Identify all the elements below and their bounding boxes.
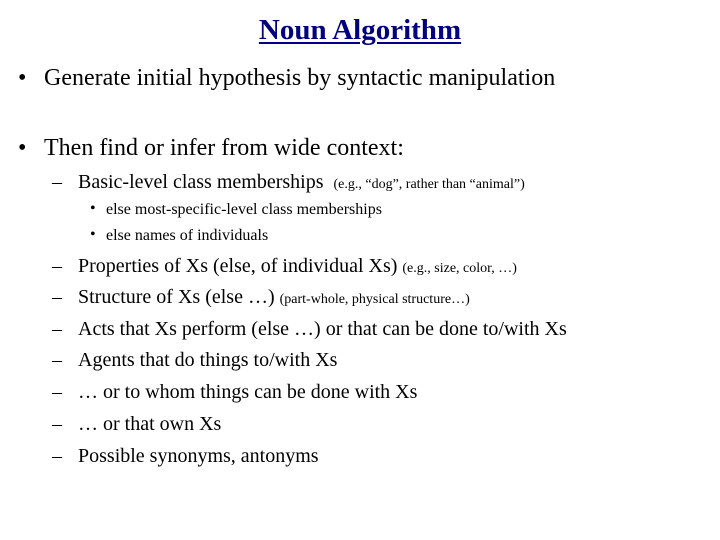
subitem-text: Possible synonyms, antonyms bbox=[78, 445, 319, 467]
subitem-text: Acts that Xs perform (else …) or that can be done to/with Xs bbox=[78, 318, 567, 340]
slide-title: Noun Algorithm bbox=[258, 14, 462, 46]
subitem-text: Basic-level class memberships bbox=[78, 171, 324, 193]
dash-marker: – bbox=[52, 349, 62, 371]
subitem-note: (e.g., “dog”, rather than “animal”) bbox=[333, 177, 525, 192]
bullet-marker: • bbox=[90, 226, 96, 243]
bullet-marker: • bbox=[18, 135, 27, 161]
subsubitem-text: else names of individuals bbox=[106, 227, 269, 244]
bullet-text: Generate initial hypothesis by syntactic manipulation bbox=[44, 65, 556, 91]
dash-marker: – bbox=[52, 255, 62, 277]
subitem-text: Properties of Xs (else, of individual Xs) bbox=[78, 255, 398, 277]
subitem-note: (e.g., size, color, …) bbox=[402, 261, 517, 276]
subitem-text: Structure of Xs (else …) bbox=[78, 286, 275, 308]
subitem-text: … or to whom things can be done with Xs bbox=[78, 381, 418, 403]
bullet-marker: • bbox=[90, 200, 96, 217]
subsubitem-text: else most-specific-level class memberships bbox=[106, 201, 382, 218]
dash-marker: – bbox=[52, 286, 62, 308]
dash-marker: – bbox=[52, 445, 62, 467]
bullet-text: Then find or infer from wide context: bbox=[44, 135, 404, 161]
subitem-text: Agents that do things to/with Xs bbox=[78, 349, 338, 371]
dash-marker: – bbox=[52, 318, 62, 340]
subitem-text: … or that own Xs bbox=[78, 413, 222, 435]
subitem-note: (part-whole, physical structure…) bbox=[279, 292, 470, 307]
bullet-marker: • bbox=[18, 65, 27, 91]
dash-marker: – bbox=[52, 413, 62, 435]
dash-marker: – bbox=[52, 381, 62, 403]
dash-marker: – bbox=[52, 171, 62, 193]
